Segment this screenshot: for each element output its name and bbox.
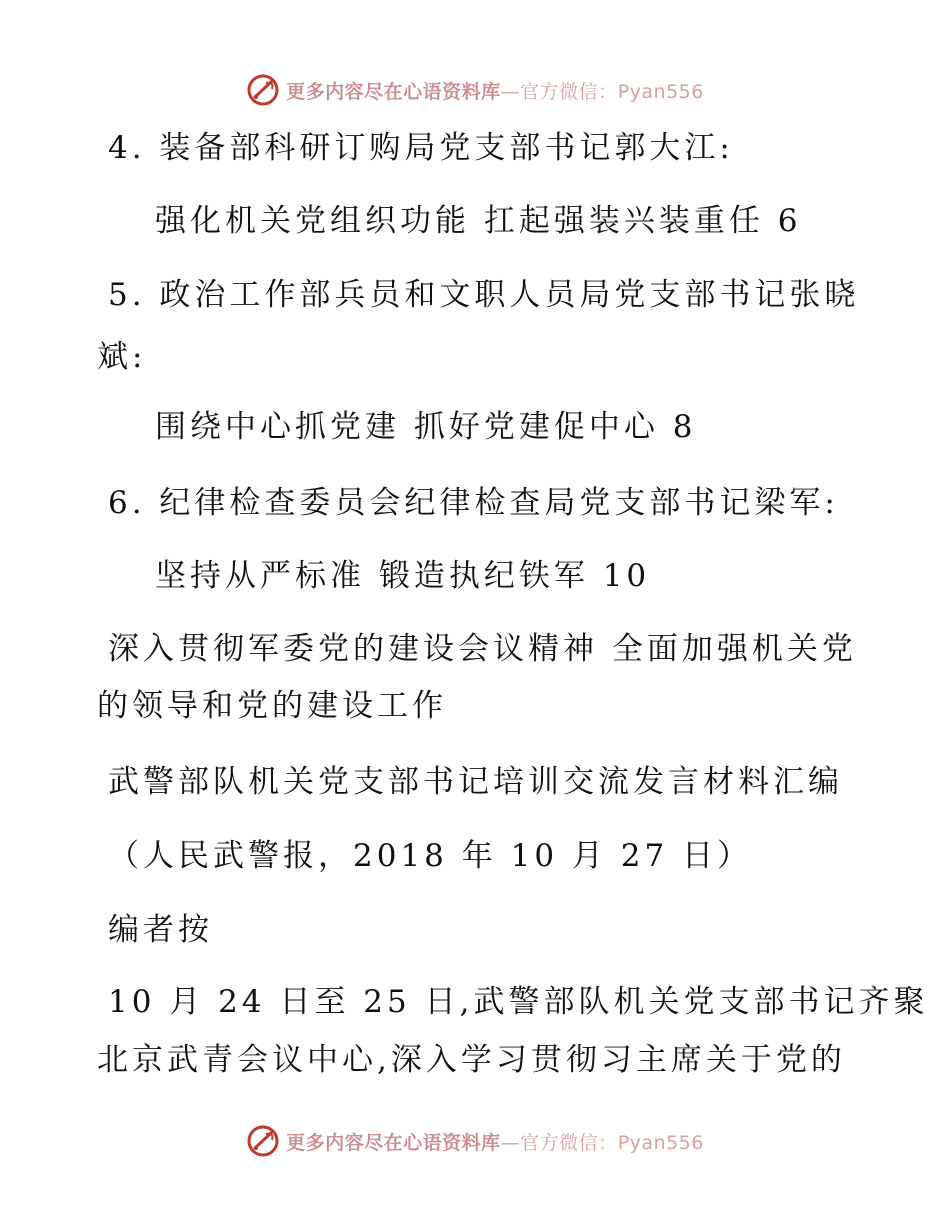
footer-banner: [0, 1121, 950, 1161]
toc-item-4-title: 强化机关党组织功能 扛起强装兴装重任 6: [155, 203, 802, 239]
footer-banner-wechat-id: Pyan556: [617, 1131, 704, 1154]
article-subtitle: 武警部队机关党支部书记培训交流发言材料汇编: [108, 764, 843, 800]
header-banner-text: [286, 77, 704, 104]
header-banner: [0, 70, 950, 110]
toc-item-6: 6. 纪律检查委员会纪律检查局党支部书记梁军:: [108, 485, 839, 521]
toc-item-5: 5. 政治工作部兵员和文职人员局党支部书记张晓: [108, 277, 860, 313]
article-source: （人民武警报，2018 年 10 月 27 日）: [108, 838, 753, 874]
paragraph-line-2: 北京武青会议中心,深入学习贯彻习主席关于党的: [97, 1042, 846, 1078]
footer-banner-wechat-label: 官方微信：: [520, 1131, 618, 1154]
footer-banner-text: [286, 1128, 704, 1155]
footer-banner-dash: —: [500, 1131, 521, 1154]
header-banner-wechat-id: Pyan556: [617, 80, 704, 103]
header-banner-dash: —: [500, 80, 521, 103]
toc-item-4: 4. 装备部科研订购局党支部书记郭大江:: [108, 130, 734, 166]
article-title-line-1: 深入贯彻军委党的建设会议精神 全面加强机关党: [108, 631, 857, 667]
toc-item-5-continued: 斌:: [97, 339, 147, 375]
quill-logo-icon: [246, 73, 280, 107]
article-title-line-2: 的领导和党的建设工作: [97, 688, 447, 724]
header-banner-wechat-label: 官方微信：: [520, 80, 618, 103]
toc-item-6-title: 坚持从严标准 锻造执纪铁军 10: [155, 558, 651, 594]
quill-logo-icon: [246, 1124, 280, 1158]
paragraph-line-1: 10 月 24 日至 25 日,武警部队机关党支部书记齐聚: [108, 984, 929, 1020]
toc-item-5-title: 围绕中心抓党建 抓好党建促中心 8: [155, 409, 697, 445]
footer-banner-main: 更多内容尽在心语资料库: [286, 1131, 501, 1154]
header-banner-main: 更多内容尽在心语资料库: [286, 80, 501, 103]
editor-note-heading: 编者按: [108, 912, 213, 948]
